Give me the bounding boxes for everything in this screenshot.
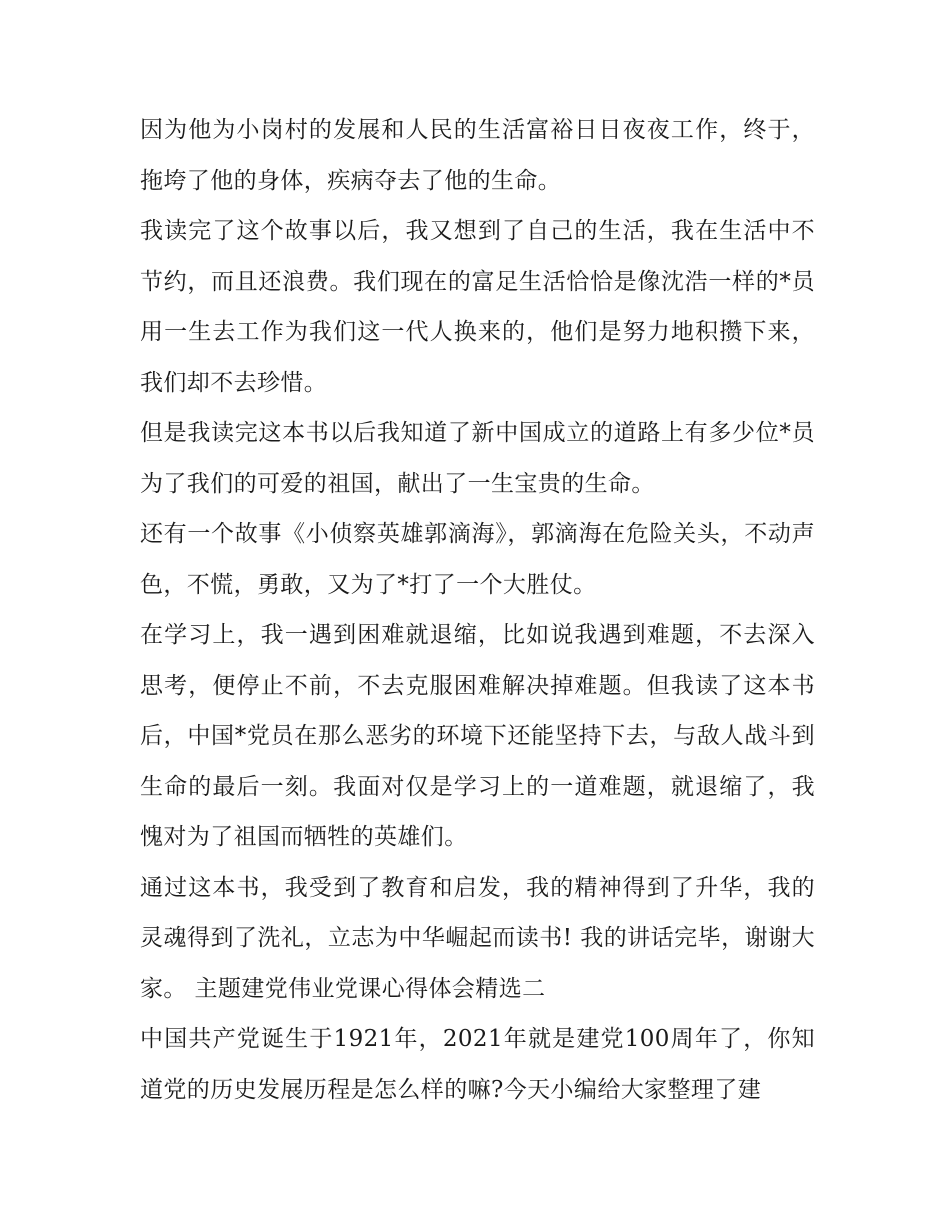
document-body (140, 105, 815, 1115)
paragraph: 在学习上，我一遇到困难就退缩，比如说我遇到难题，不去深入思考，便停止不前，不去克服困难解决掉难题。但我读了这本书后，中国*党员在那么恶劣的环境下还能坚持下去，与敌人战斗到生命的最后一刻。我面对仅是学习上的一道难题，就退缩了，我愧对为了祖国而牺牲的英雄们。 (140, 622, 815, 850)
paragraph: 还有一个故事《小侦察英雄郭滴海》，郭滴海在危险关头，不动声色，不慌，勇敢，又为了*打了一个大胜仗。 (140, 521, 815, 598)
paragraph: 但是我读完这本书以后我知道了新中国成立的道路上有多少位*员为了我们的可爱的祖国，献出了一生宝贵的生命。 (140, 420, 815, 497)
paragraph: 我读完了这个故事以后，我又想到了自己的生活，我在生活中不节约，而且还浪费。我们现在的富足生活恰恰是像沈浩一样的*员用一生去工作为我们这一代人换来的，他们是努力地积攒下来，我们却不去珍惜。 (140, 218, 815, 396)
paragraph: 因为他为小岗村的发展和人民的生活富裕日日夜夜工作，终于，拖垮了他的身体，疾病夺去了他的生命。 (140, 117, 815, 194)
paragraph: 通过这本书，我受到了教育和启发，我的精神得到了升华，我的灵魂得到了洗礼，立志为中华崛起而读书! 我的讲话完毕，谢谢大家。 主题建党伟业党课心得体会精选二 (140, 874, 815, 1002)
paragraph: 中国共产党诞生于1921年，2021年就是建党100周年了，你知道党的历史发展历程是怎么样的嘛?今天小编给大家整理了建 (140, 1026, 815, 1103)
